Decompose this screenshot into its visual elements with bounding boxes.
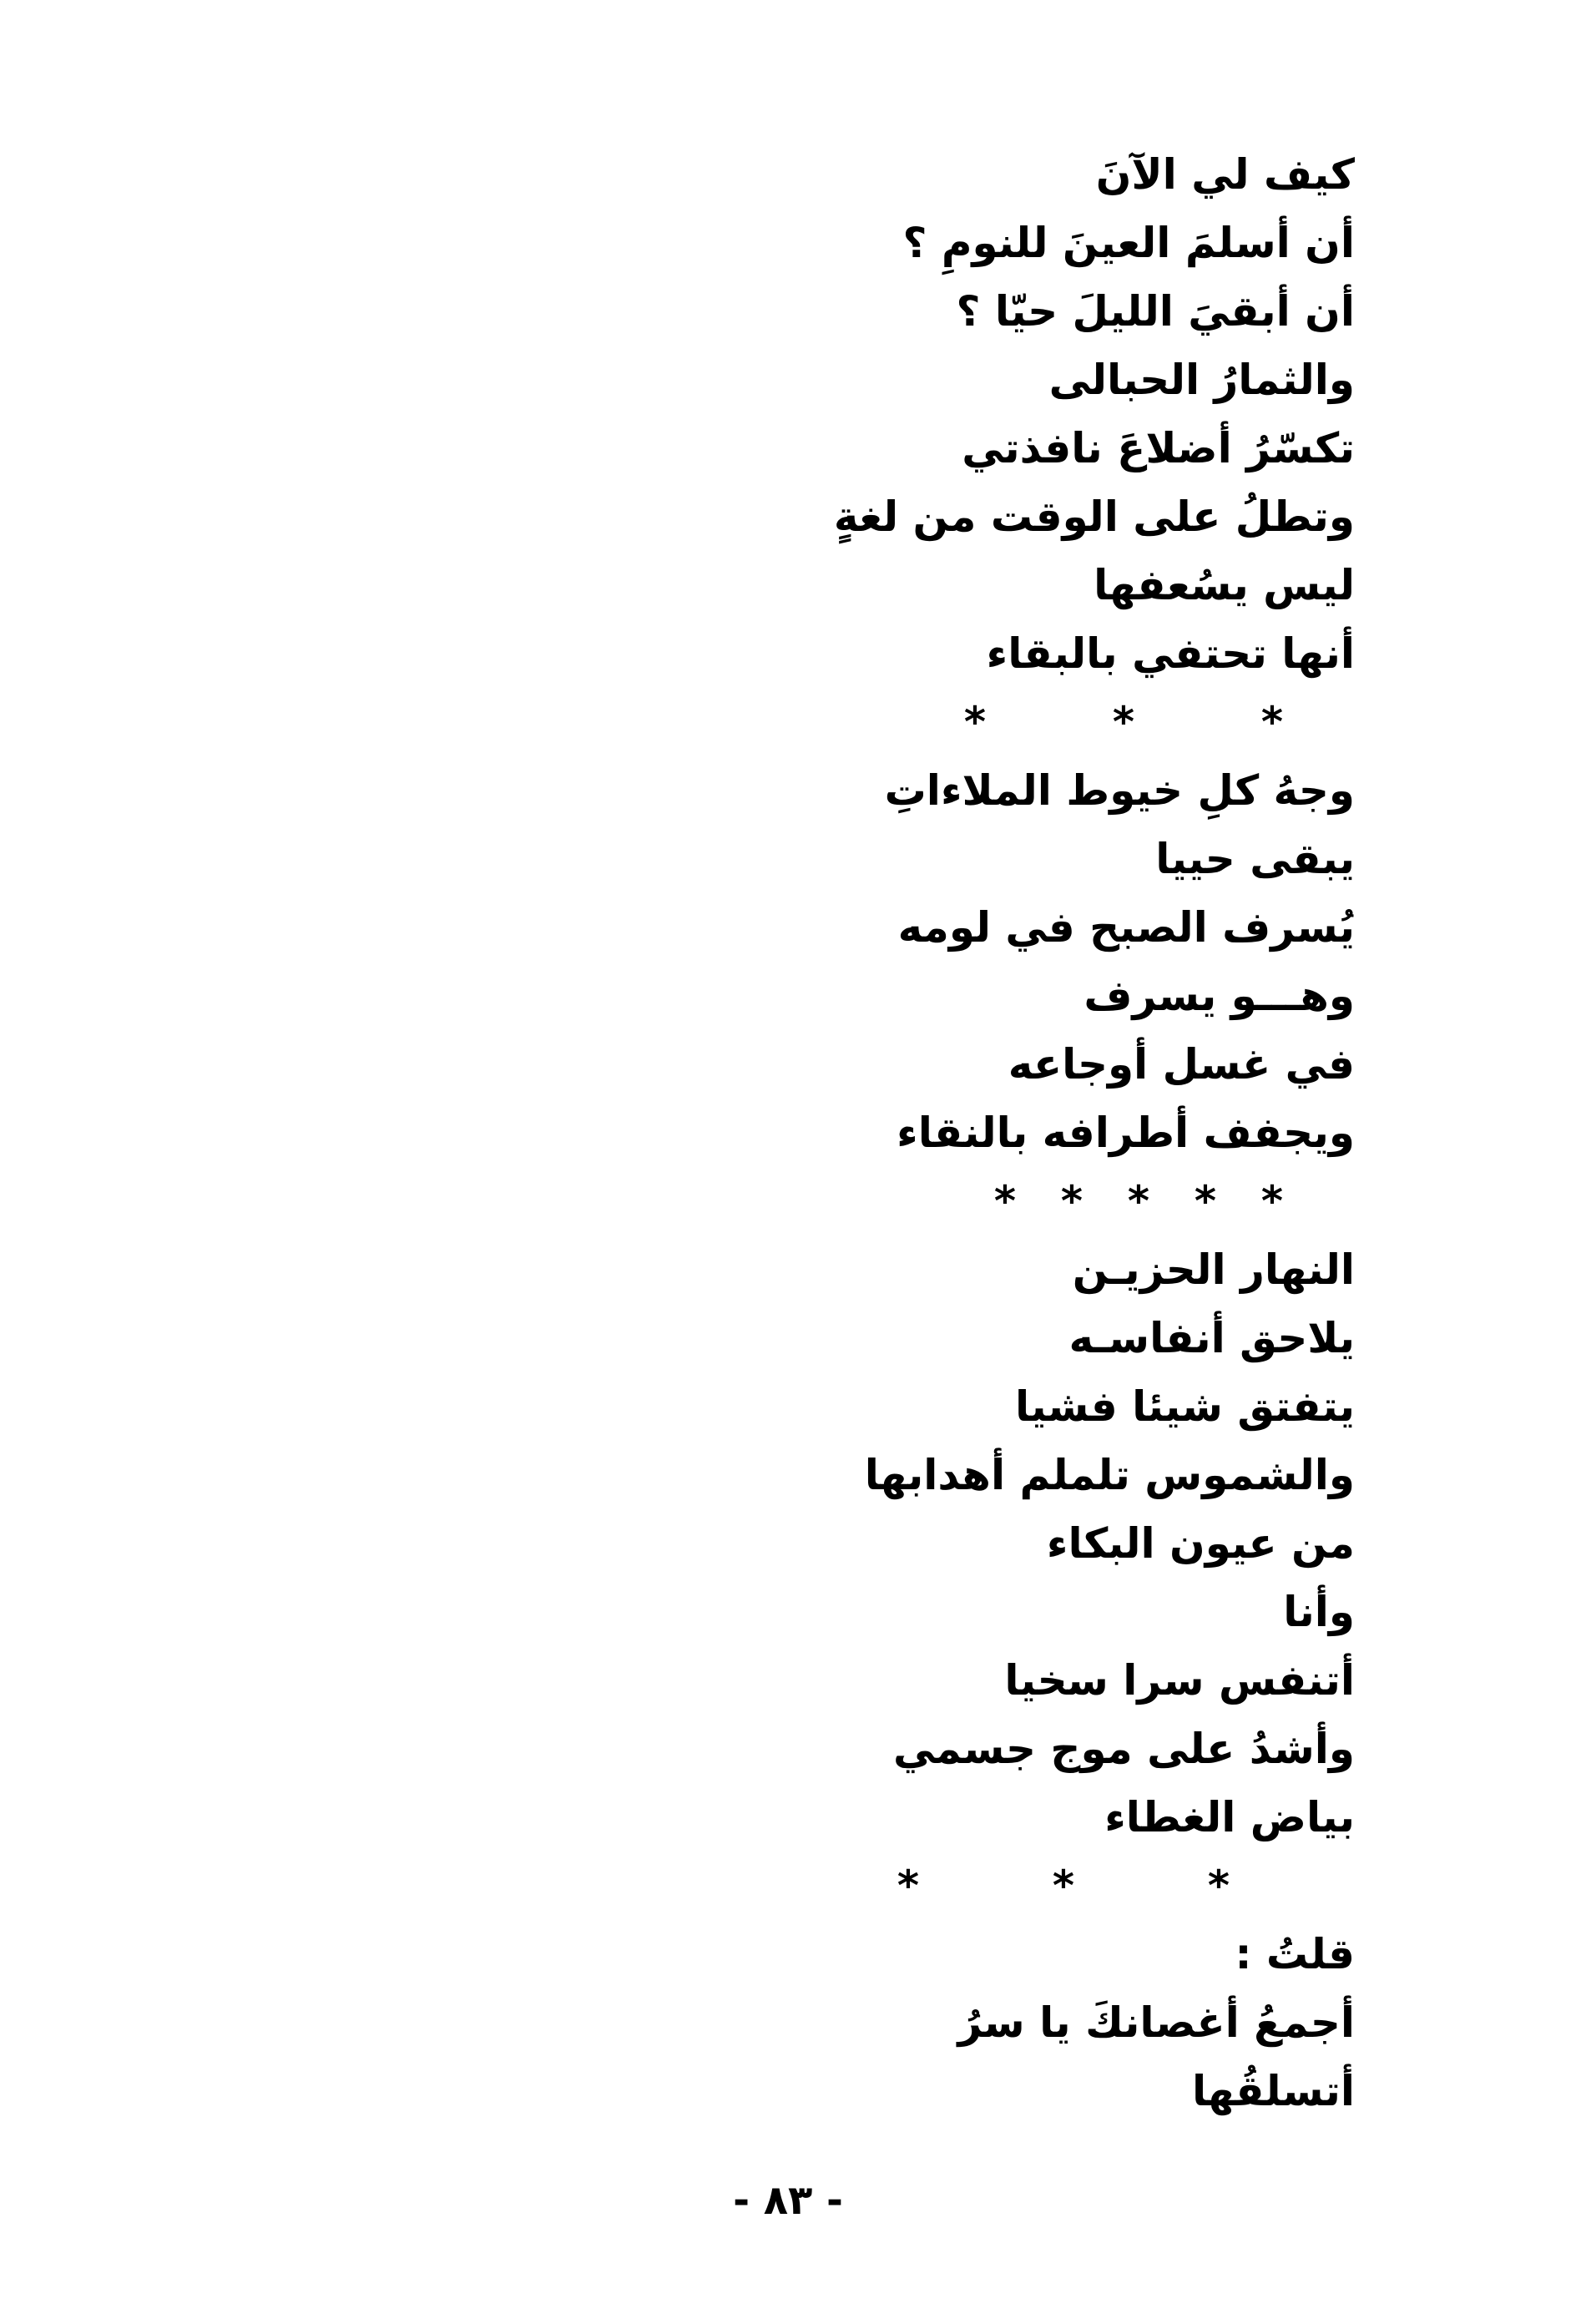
poem-line: من عيون البكاء [1046, 1519, 1355, 1568]
poem-line: قلتُ : [1235, 1930, 1355, 1978]
poem-line: أتسلقُها [1192, 2067, 1355, 2115]
separator-asterisk: * [1112, 698, 1134, 746]
separator-asterisk: * [1052, 1862, 1074, 1910]
poem-line: أنها تحتفي بالبقاء [986, 629, 1355, 678]
poem-line: كيف لي الآنَ [1095, 150, 1355, 199]
poem-line: ويجفف أطرافه بالنقاء [897, 1109, 1355, 1157]
poem-line: ليس يسُعفها [1094, 561, 1355, 609]
poem-line: وتطلُ على الوقت من لغةٍ [833, 493, 1355, 541]
poem-line: يُسرف الصبح في لومه [897, 903, 1355, 952]
poem-line: أجمعُ أغصانكَ يا سرُ [957, 1998, 1355, 2047]
poem-line: وأشدُ على موج جسمي [892, 1725, 1355, 1773]
poem-line: وهـــو يسرف [1084, 972, 1355, 1020]
separator-asterisk: * [1260, 1177, 1283, 1225]
separator-asterisk: * [1060, 1177, 1083, 1225]
separator-asterisk: * [1127, 1177, 1149, 1225]
poem-line: في غسل أوجاعه [1008, 1040, 1355, 1089]
poem-line: والثمارُ الحبالى [1048, 356, 1355, 404]
poem-line: أتنفس سرا سخيا [1004, 1656, 1355, 1705]
separator-asterisk: * [963, 698, 986, 746]
separator-asterisk: * [1207, 1862, 1230, 1910]
poem [437, 140, 1355, 2125]
page-number: - ٨٣ - [733, 2177, 843, 2224]
poem-line: يلاحق أنفاسـه [1068, 1314, 1355, 1362]
poem-line: تكسّرُ أضلاعَ نافذتي [962, 424, 1355, 472]
separator-asterisk: * [897, 1862, 919, 1910]
stanza-separator [437, 1852, 1355, 1920]
stanza-separator [437, 1167, 1355, 1235]
poem-line: بياض الغطاء [1104, 1793, 1355, 1842]
poem-line: وأنا [1283, 1588, 1355, 1636]
poem-line: يتفتق شيئا فشيا [1014, 1382, 1355, 1431]
separator-asterisk: * [1194, 1177, 1216, 1225]
poem-line: وجهُ كلِ خيوط الملاءاتِ [884, 766, 1355, 815]
separator-asterisk: * [1260, 698, 1283, 746]
separator-asterisk: * [993, 1177, 1016, 1225]
poem-line: والشموس تلملم أهدابها [864, 1451, 1355, 1499]
poem-line: أن أبقيَ الليلَ حيّا ؟ [956, 287, 1355, 336]
poem-line: النهار الحزيـن [1072, 1245, 1355, 1294]
stanza-separator [437, 688, 1355, 756]
poem-line: أن أسلمَ العينَ للنومِ ؟ [902, 219, 1355, 267]
poem-line: يبقى حييا [1155, 835, 1355, 883]
